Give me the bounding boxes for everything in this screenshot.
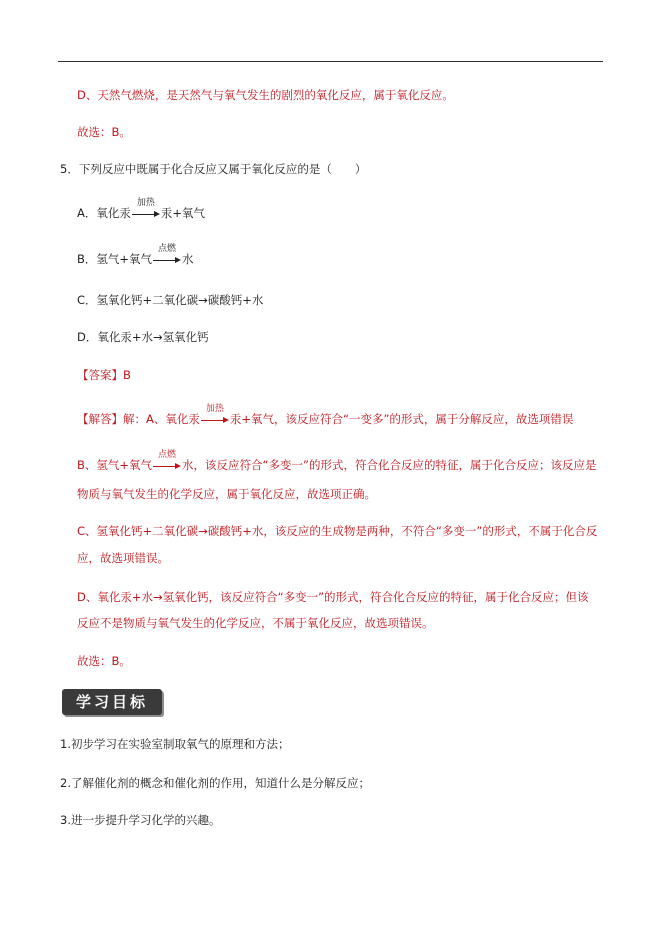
analysis-d-line2: 反应不是物质与氧气发生的化学反应，不属于氧化反应，故选项错误。 bbox=[77, 616, 434, 630]
reaction-arrow-icon: 加热 bbox=[132, 205, 160, 221]
objective-item-3: 3.进一步提升学习化学的兴趣。 bbox=[60, 813, 221, 827]
analysis-label: 【解答】 bbox=[77, 412, 123, 426]
answer-label: 【答案】B bbox=[77, 368, 131, 382]
prev-answer-choice: 故选：B。 bbox=[77, 125, 131, 139]
option-c: C．氢氧化钙+二氧化碳→碳酸钙+水 bbox=[77, 293, 264, 307]
reaction-arrow-icon: 加热 bbox=[201, 411, 229, 427]
learning-objectives-heading: 学习目标 bbox=[62, 689, 162, 715]
analysis-b-line2: 物质与氧气发生的化学反应，属于氧化反应，故选项正确。 bbox=[77, 487, 376, 501]
objective-item-2: 2.了解催化剂的概念和催化剂的作用，知道什么是分解反应； bbox=[60, 776, 370, 790]
answer-choice: 故选：B。 bbox=[77, 654, 131, 668]
option-d: D．氧化汞+水→氢氧化钙 bbox=[77, 330, 209, 344]
analysis-b-line1: B、氢气+氧气 点燃 水，该反应符合“多变一”的形式，符合化合反应的特征，属于化合反应；该反应是 bbox=[77, 450, 597, 472]
objective-item-1: 1.初步学习在实验室制取氧气的原理和方法； bbox=[60, 737, 290, 751]
prev-answer-option-d: D、天然气燃烧，是天然气与氧气发生的剧烈的氧化反应，属于氧化反应。 bbox=[77, 88, 454, 102]
question-5-stem: 5．下列反应中既属于化合反应又属于氧化反应的是（ ） bbox=[60, 162, 367, 176]
header-divider bbox=[58, 61, 603, 62]
reaction-arrow-icon: 点燃 bbox=[153, 251, 181, 267]
analysis-c-line1: C、氢氧化钙+二氧化碳→碳酸钙+水，该反应的生成物是两种，不符合“多变一”的形式，不属于化合反 bbox=[77, 524, 598, 538]
reaction-arrow-icon: 点燃 bbox=[153, 457, 181, 473]
analysis-d-line1: D、氧化汞+水→氢氧化钙，该反应符合“多变一”的形式，符合化合反应的特征，属于化合反应；但该 bbox=[77, 590, 589, 604]
analysis-c-line2: 应，故选项错误。 bbox=[77, 551, 169, 565]
analysis-a: 【解答】解：A、氧化汞 加热 汞+氧气，该反应符合“一变多”的形式，属于分解反应，故选项错误 bbox=[77, 404, 574, 426]
option-b: B．氢气+氧气 点燃 水 bbox=[77, 244, 194, 266]
option-a: A．氧化汞 加热 汞+氧气 bbox=[77, 198, 206, 220]
